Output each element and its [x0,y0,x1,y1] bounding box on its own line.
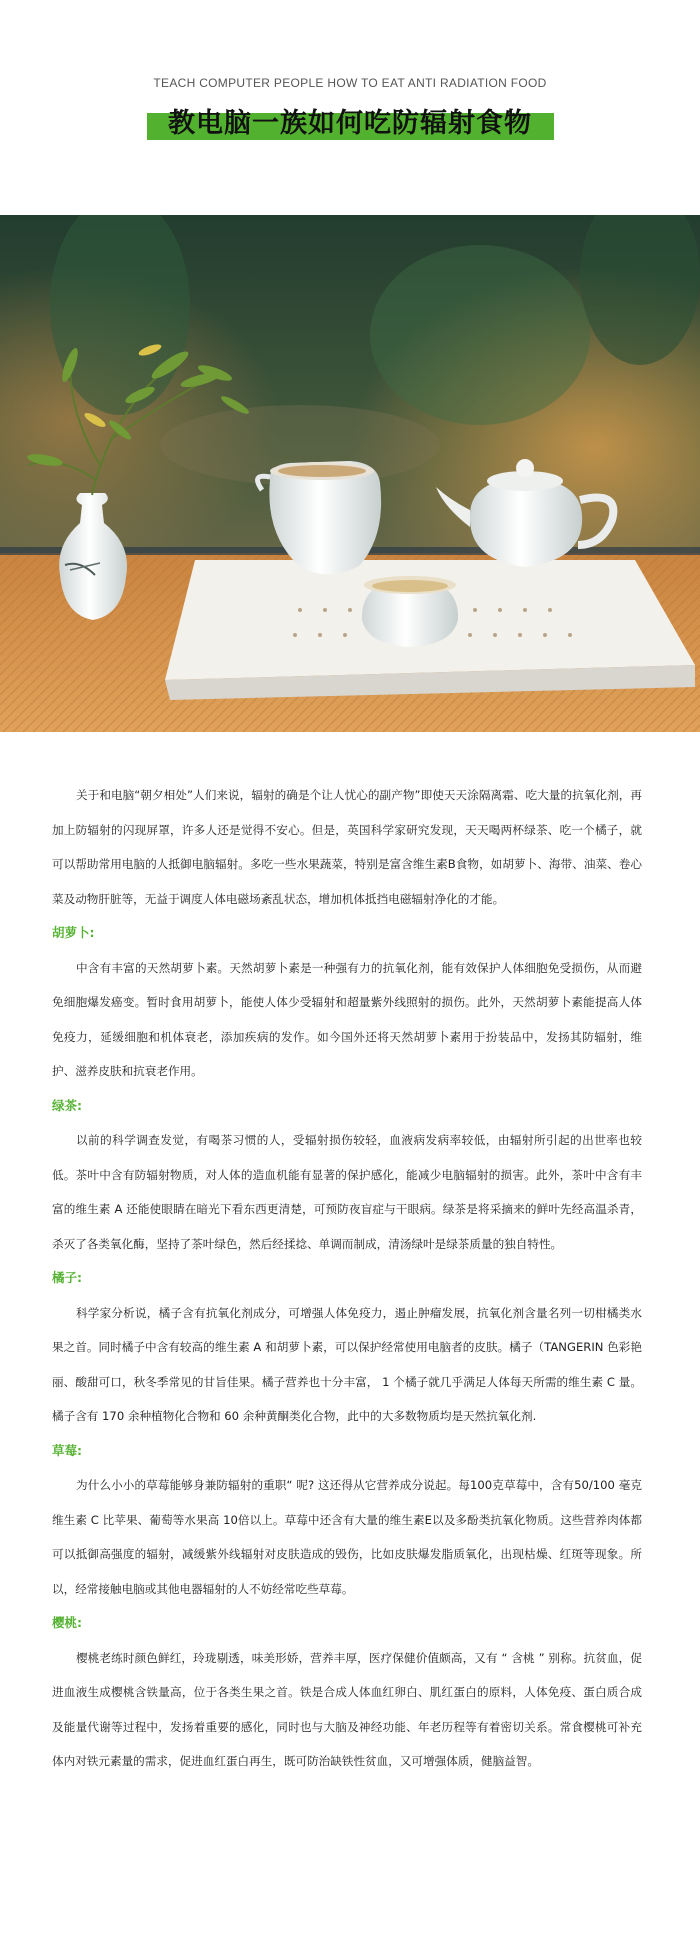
section-text-carrot: 中含有丰富的天然胡萝卜素。天然胡萝卜素是一种强有力的抗氧化剂，能有效保护人体细胞免受损伤，从而避免细胞爆发癌变。暂时食用胡萝卜，能使人体少受辐射和超量紫外线照射的损伤。此外，天然胡萝卜素能提高人体免疫力，延缓细胞和机体衰老，添加疾病的发作。如今国外还将天然胡萝卜素用于扮装品中，发扬其防辐射，维护、滋养皮肤和抗衰老作用。 [52,960,642,1078]
english-subtitle: TEACH COMPUTER PEOPLE HOW TO EAT ANTI RADIATION FOOD [153,76,547,90]
article-body [52,778,642,1779]
tea-set-photo [0,215,700,732]
section-heading-cherry: 樱桃: [52,1615,82,1630]
section-text-strawberry: 为什么小小的草莓能够身兼防辐射的重职“ 呢? 这还得从它营养成分说起。每100克草莓中，含有50/100 毫克维生素 C 比苹果、葡萄等水果高 10倍以上。草莓中还含有大量的维生素E以及多酚类抗氧化物质。这些营养肉体都可以抵御高强度的辐射，减缓紫外线辐射对皮肤造成的毁伤，比如皮肤爆发脂质氧化，出现枯燥、红斑等现象。所以，经常接触电脑或其他电器辐射的人不妨经常吃些草莓。 [52,1478,642,1596]
intro-paragraph: 关于和电脑“朝夕相处”人们来说，辐射的确是个让人忧心的副产物”即使天天涂隔离霜、吃大量的抗氧化剂，再加上防辐射的闪现屏罩，许多人还是觉得不安心。但是，英国科学家研究发现，天天喝两杯绿茶、吃一个橘子，就可以帮助常用电脑的人抵御电脑辐射。多吃一些水果蔬菜，特别是富含维生素B食物，如胡萝卜、海带、油菜、卷心菜及动物肝脏等，无益于调度人体电磁场紊乱状态，增加机体抵挡电磁辐射净化的才能。 [52,788,642,906]
section-heading-carrot: 胡萝卜: [52,925,95,940]
page-title: 教电脑一族如何吃防辐射食物 [168,108,532,139]
section-text-green-tea: 以前的科学调查发觉，有喝茶习惯的人，受辐射损伤较轻，血液病发病率较低，由辐射所引起的出世率也较低。茶叶中含有防辐射物质，对人体的造血机能有显著的保护感化，能减少电脑辐射的损害。此外，茶叶中含有丰富的维生素 A 还能使眼睛在暗光下看东西更清楚，可预防夜盲症与干眼病。绿茶是将采摘来的鲜叶先经高温杀青，杀灭了各类氧化酶，坚持了茶叶绿色，然后经揉捻、单调而制成，清汤绿叶是绿茶质量的独自特性。 [52,1133,642,1251]
section-text-cherry: 樱桃老练时颜色鲜红，玲珑剔透，味美形娇，营养丰厚，医疗保健价值颇高，又有 “ 含桃 ” 别称。抗贫血，促进血液生成樱桃含铁量高，位于各类生果之首。铁是合成人体血红卵白、肌红蛋白的原料，人体免疫、蛋白质合成及能量代谢等过程中，发扬着重要的感化，同时也与大脑及神经功能、年老历程等有着密切关系。常食樱桃可补充体内对铁元素量的需求，促进血红蛋白再生，既可防治缺铁性贫血，又可增强体质，健脑益智。 [52,1650,642,1768]
section-text-orange: 科学家分析说，橘子含有抗氧化剂成分，可增强人体免疫力，遏止肿瘤发展，抗氧化剂含量名列一切柑橘类水果之首。同时橘子中含有较高的维生素 A 和胡萝卜素，可以保护经常使用电脑者的皮肤。橘子（TANGERIN 色彩艳丽、酸甜可口，秋冬季常见的甘旨佳果。橘子营养也十分丰富， 1 个橘子就几乎满足人体每天所需的维生素 C 量。橘子含有 170 余种植物化合物和 60 余种黄酮类化合物，此中的大多数物质均是天然抗氧化剂. [52,1305,642,1423]
section-heading-strawberry: 草莓: [52,1442,82,1458]
page-header [0,0,700,215]
section-heading-green-tea: 绿茶: [52,1097,82,1113]
section-heading-orange: 橘子: [52,1270,82,1285]
